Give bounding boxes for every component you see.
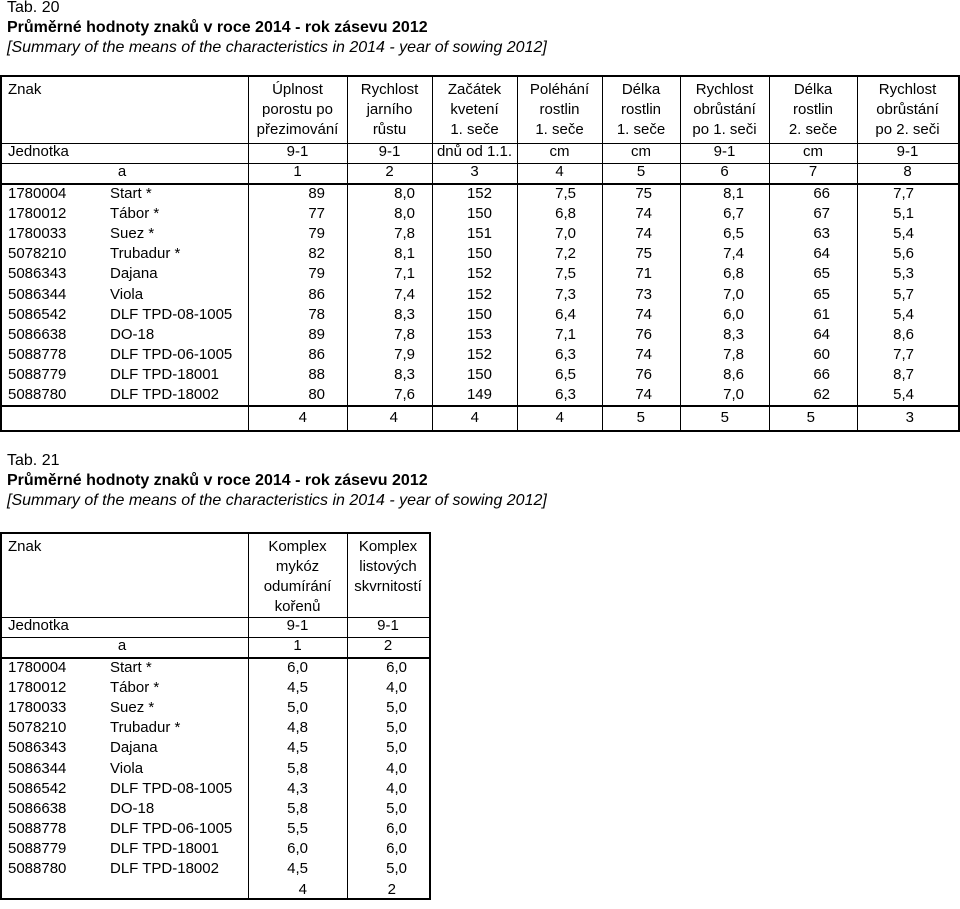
tab20-row-name: DLF TPD-06-1005 [110, 345, 233, 363]
tab20-cell: 6,8 [555, 205, 576, 223]
tab20-unit: 9-1 [286, 143, 309, 160]
tab21-row-code: 5086344 [8, 759, 67, 777]
tab21-cell: 4,5 [287, 739, 308, 757]
tab20-cell: 6,5 [555, 365, 576, 383]
tab20-cell: 64 [813, 245, 830, 263]
tab20-header-line: Rychlost [695, 81, 754, 98]
tab20-unit: cm [803, 143, 823, 160]
tab20-cell: 8,7 [893, 365, 914, 383]
tab21-header-line: kořenů [274, 598, 321, 615]
tab20-row-code: 5088779 [8, 365, 67, 383]
tab21-cell: 4,5 [287, 679, 308, 697]
tab20-cell: 86 [308, 285, 325, 303]
tab20-row-name: Start * [110, 185, 152, 202]
tab20-cell: 5,7 [893, 285, 914, 303]
tab20-cell: 65 [813, 285, 830, 303]
tab21-row-name: Suez * [110, 699, 155, 717]
tab20-unit: dnů od 1.1. [436, 143, 513, 160]
tab21-col-number: 2 [383, 637, 393, 654]
tab20-header-line: obrůstání [876, 101, 939, 118]
tab20-header-line: 1. seče [450, 121, 499, 138]
tab21-row-code: 5088780 [8, 860, 67, 877]
tab20-cell: 7,0 [555, 225, 576, 243]
tab20-cell: 6,7 [723, 205, 744, 223]
tab20-cell: 75 [635, 245, 652, 263]
tab21-row-name: Trubadur * [110, 719, 181, 737]
tab21-footer-value: 4 [298, 881, 307, 898]
tab20-row-code: 5088780 [8, 386, 67, 403]
tab20-header-line: 1. seče [616, 121, 666, 138]
tab21-row-name: Tábor * [110, 679, 160, 697]
tab20-cell: 152 [466, 185, 492, 202]
tab20-cell: 5,1 [893, 205, 914, 223]
tab21-cell: 5,0 [386, 699, 407, 717]
tab20-footer-value: 5 [806, 409, 815, 426]
tab20-cell: 65 [813, 265, 830, 283]
tab20-cell: 71 [635, 265, 652, 283]
tab20-cell: 82 [308, 245, 325, 263]
tab20-header-line: 1. seče [535, 121, 584, 138]
tab20-cell: 8,3 [394, 305, 415, 323]
tab20-header-line: obrůstání [693, 101, 756, 118]
tab20-cell: 66 [813, 365, 830, 383]
tab21-cell: 6,0 [287, 659, 308, 676]
tab20-cell: 8,1 [394, 245, 415, 263]
tab20-cell: 76 [635, 365, 652, 383]
tab20-header-line: rostlin [539, 101, 580, 118]
tab21-row-name: DLF TPD-18002 [110, 860, 219, 877]
tab21-cell: 6,0 [386, 659, 407, 676]
tab20-col-number: 3 [470, 163, 479, 180]
tab21-row-name: Start * [110, 659, 152, 676]
tab20-col-number: 2 [385, 163, 394, 180]
tab20-footer-value: 5 [720, 409, 729, 426]
tab20-header-line: po 1. seči [692, 121, 757, 138]
tab20-row-code: 1780004 [8, 185, 67, 202]
tab20-header-line: po 2. seči [875, 121, 940, 138]
tab21-row-code: 5078210 [8, 719, 67, 737]
tab20-cell: 8,1 [723, 185, 744, 202]
tab21-row-name: Dajana [110, 739, 158, 757]
tab21-row-name: DO-18 [110, 799, 155, 817]
tab20-row-name: Dajana [110, 265, 158, 283]
tab21-header-line: Komplex [268, 538, 327, 555]
tab20-cell: 7,8 [394, 325, 415, 343]
tab21-row-code: 5086638 [8, 799, 67, 817]
tab20-cell: 5,3 [893, 265, 914, 283]
tab20-header-line: kvetení [450, 101, 499, 118]
tab20-cell: 8,6 [723, 365, 744, 383]
tab20-cell: 78 [308, 305, 325, 323]
tab20-cell: 7,9 [394, 345, 415, 363]
tab20-cell: 5,4 [893, 386, 914, 403]
tab20-cell: 152 [466, 265, 492, 283]
tab20-cell: 60 [813, 345, 830, 363]
tab20-cell: 7,1 [394, 265, 415, 283]
tab20-row-code: 5088778 [8, 345, 67, 363]
tab21-cell: 5,0 [386, 799, 407, 817]
tab20-row-name: Tábor * [110, 205, 160, 223]
tab21-header-line: listových [359, 558, 417, 575]
tab21-cell: 4,0 [386, 679, 407, 697]
tab20-cell: 79 [308, 265, 325, 283]
tab20-cell: 6,8 [723, 265, 744, 283]
tab20-cell: 7,8 [723, 345, 744, 363]
tab20-a-label: a [117, 163, 127, 180]
tab20-header-line: Rychlost [878, 81, 937, 98]
tab21-row-name: DLF TPD-08-1005 [110, 779, 233, 797]
tab20-cell: 74 [635, 205, 652, 223]
tab21-a-label: a [117, 637, 127, 654]
tab20-cell: 7,7 [893, 185, 914, 202]
tab20-header-line: Délka [621, 81, 661, 98]
tab20-row-code: 1780012 [8, 205, 67, 223]
tab21-row-code: 5088779 [8, 839, 67, 857]
tab21-jednotka-label: Jednotka [8, 617, 69, 634]
tab20-col-number: 8 [903, 163, 912, 180]
tab21-cell: 4,3 [287, 779, 308, 797]
tab20-cell: 80 [308, 386, 325, 403]
tab20-cell: 73 [635, 285, 652, 303]
tab20-cell: 86 [308, 345, 325, 363]
tab20-cell: 7,0 [723, 285, 744, 303]
tab20-header-line: rostlin [792, 101, 833, 118]
tab21-cell: 6,0 [386, 819, 407, 837]
tab20-footer-value: 4 [555, 409, 564, 426]
tab20-unit: 9-1 [378, 143, 401, 160]
tab20-cell: 8,6 [893, 325, 914, 343]
tab21-row-name: Viola [110, 759, 144, 777]
tab20-header-line: Rychlost [360, 81, 419, 98]
tab21-header-line: Komplex [358, 538, 418, 555]
tab20-unit: cm [631, 143, 651, 160]
tab21-subtitle: [Summary of the means of the characteristics in 2014 - year of sowing 2012] [7, 492, 547, 509]
tab21-unit: 9-1 [377, 617, 399, 634]
tab21-row-code: 5088778 [8, 819, 67, 837]
tab20-cell: 150 [466, 205, 492, 223]
tab20-cell: 6,3 [555, 386, 576, 403]
tab20-cell: 74 [635, 305, 652, 323]
tab21-title: Průměrné hodnoty znaků v roce 2014 - rok zásevu 2012 [7, 472, 428, 489]
tab21-row-code: 5086542 [8, 779, 67, 797]
tab20-footer-value: 4 [298, 409, 307, 426]
tab20-cell: 8,3 [723, 325, 744, 343]
tab21-row-code: 1780033 [8, 699, 67, 717]
tab20-cell: 151 [466, 225, 492, 243]
tab20-cell: 153 [466, 325, 492, 343]
tab20-footer-value: 3 [905, 409, 914, 426]
tab20-row-name: DLF TPD-08-1005 [110, 305, 233, 323]
tab20-cell: 89 [308, 185, 325, 202]
tab20-cell: 7,8 [394, 225, 415, 243]
tab20-cell: 150 [466, 245, 492, 263]
tab21-cell: 4,0 [386, 759, 407, 777]
tab20-cell: 6,4 [555, 305, 576, 323]
tab20-col-number: 1 [293, 163, 302, 180]
tab21-col-number: 1 [293, 637, 302, 654]
tab21-cell: 5,8 [287, 759, 308, 777]
tab20-title: Průměrné hodnoty znaků v roce 2014 - rok zásevu 2012 [7, 19, 428, 36]
tab20-cell: 75 [635, 185, 652, 202]
tab20-cell: 7,3 [555, 285, 576, 303]
tab21-header-line: mykóz [275, 558, 320, 575]
tab20-cell: 7,5 [555, 185, 576, 202]
tab20-cell: 67 [813, 205, 830, 223]
tab20-row-code: 5078210 [8, 245, 67, 263]
tab21-znak-label: Znak [8, 538, 42, 555]
tab20-footer-value: 4 [389, 409, 398, 426]
tab21-row-name: DLF TPD-06-1005 [110, 819, 233, 837]
tab21-cell: 5,0 [386, 860, 407, 877]
tab20-col-number: 5 [636, 163, 646, 180]
tab20-row-name: Suez * [110, 225, 155, 243]
tab20-cell: 61 [813, 305, 830, 323]
tab20-cell: 152 [466, 345, 492, 363]
tab21-cell: 6,0 [386, 839, 407, 857]
tab20-cell: 7,0 [723, 386, 744, 403]
tab21-cell: 4,5 [287, 860, 308, 877]
tab21-number: Tab. 21 [7, 452, 60, 469]
tab20-header-line: Úplnost [272, 81, 323, 98]
tab20-row-code: 1780033 [8, 225, 67, 243]
tab20-number: Tab. 20 [7, 0, 60, 16]
tab21-cell: 5,0 [386, 719, 407, 737]
tab20-header-line: rostlin [620, 101, 661, 118]
tab20-col-number: 7 [808, 163, 818, 180]
tab21-table [0, 532, 431, 900]
tab20-row-name: DO-18 [110, 325, 155, 343]
tab20-unit: 9-1 [896, 143, 919, 160]
tab20-unit: 9-1 [713, 143, 736, 160]
tab20-cell: 5,6 [893, 245, 914, 263]
tab20-cell: 6,3 [555, 345, 576, 363]
tab20-cell: 8,0 [394, 185, 415, 202]
tab20-cell: 149 [466, 386, 492, 403]
tab21-footer-value: 2 [387, 881, 396, 898]
tab20-cell: 74 [635, 345, 652, 363]
tab20-subtitle: [Summary of the means of the characteristics in 2014 - year of sowing 2012] [7, 39, 547, 56]
tab20-cell: 63 [813, 225, 830, 243]
tab20-cell: 62 [813, 386, 830, 403]
tab21-caption [7, 451, 547, 511]
tab20-col-number: 4 [555, 163, 564, 180]
tab21-row-name: DLF TPD-18001 [110, 839, 219, 857]
tab20-cell: 79 [308, 225, 325, 243]
tab20-cell: 150 [466, 365, 492, 383]
tab20-cell: 77 [308, 205, 325, 223]
tab21-cell: 6,0 [287, 839, 308, 857]
tab20-row-name: Viola [110, 285, 144, 303]
tab20-header-line: porostu po [262, 101, 333, 118]
tab20-row-code: 5086344 [8, 285, 67, 303]
tab20-cell: 89 [308, 325, 325, 343]
tab20-cell: 7,1 [555, 325, 576, 343]
tab20-table [0, 75, 960, 432]
tab20-cell: 5,4 [893, 225, 914, 243]
tab20-cell: 7,4 [394, 285, 415, 303]
tab20-cell: 74 [635, 386, 652, 403]
tab21-cell: 5,8 [287, 799, 308, 817]
tab21-cell: 5,5 [287, 819, 308, 837]
tab20-row-name: DLF TPD-18002 [110, 386, 219, 403]
tab21-cell: 5,0 [287, 699, 308, 717]
tab20-cell: 7,7 [893, 345, 914, 363]
tab20-header-line: růstu [372, 121, 407, 138]
tab20-header-line: Délka [793, 81, 833, 98]
tab20-cell: 88 [308, 365, 325, 383]
tab20-row-name: Trubadur * [110, 245, 181, 263]
tab20-cell: 74 [635, 225, 652, 243]
tab21-row-code: 1780004 [8, 659, 67, 676]
tab20-jednotka-label: Jednotka [8, 143, 69, 160]
tab20-col-number: 6 [720, 163, 729, 180]
tab20-header-line: Začátek [447, 81, 502, 98]
tab20-znak-label: Znak [8, 81, 42, 98]
tab20-cell: 152 [466, 285, 492, 303]
tab21-header-line: skvrnitostí [354, 578, 422, 595]
tab20-cell: 6,0 [723, 305, 744, 323]
tab21-row-code: 1780012 [8, 679, 67, 697]
tab20-cell: 5,4 [893, 305, 914, 323]
tab20-unit: cm [549, 143, 570, 160]
tab20-footer-value: 4 [470, 409, 479, 426]
tab20-row-code: 5086343 [8, 265, 67, 283]
tab20-cell: 76 [635, 325, 652, 343]
tab21-cell: 4,0 [386, 779, 407, 797]
tab20-header-line: Poléhání [529, 81, 590, 98]
tab21-cell: 4,8 [287, 719, 308, 737]
tab21-row-code: 5086343 [8, 739, 67, 757]
tab20-cell: 8,0 [394, 205, 415, 223]
tab20-caption [7, 0, 547, 58]
tab20-cell: 64 [813, 325, 830, 343]
tab20-header-line: přezimování [256, 121, 339, 138]
tab20-cell: 8,3 [394, 365, 415, 383]
tab20-cell: 7,5 [555, 265, 576, 283]
tab20-header-line: jarního [366, 101, 413, 118]
tab20-row-code: 5086542 [8, 305, 67, 323]
tab20-footer-value: 5 [636, 409, 645, 426]
tab20-cell: 7,6 [394, 386, 415, 403]
tab20-row-name: DLF TPD-18001 [110, 365, 219, 383]
tab20-header-line: 2. seče [788, 121, 838, 138]
tab20-cell: 6,5 [723, 225, 744, 243]
tab20-cell: 66 [813, 185, 830, 202]
tab20-cell: 7,2 [555, 245, 576, 263]
tab20-row-code: 5086638 [8, 325, 67, 343]
tab20-cell: 7,4 [723, 245, 744, 263]
tab21-unit: 9-1 [286, 617, 309, 634]
tab20-cell: 150 [466, 305, 492, 323]
tab21-header-line: odumírání [263, 578, 332, 595]
tab21-cell: 5,0 [386, 739, 407, 757]
